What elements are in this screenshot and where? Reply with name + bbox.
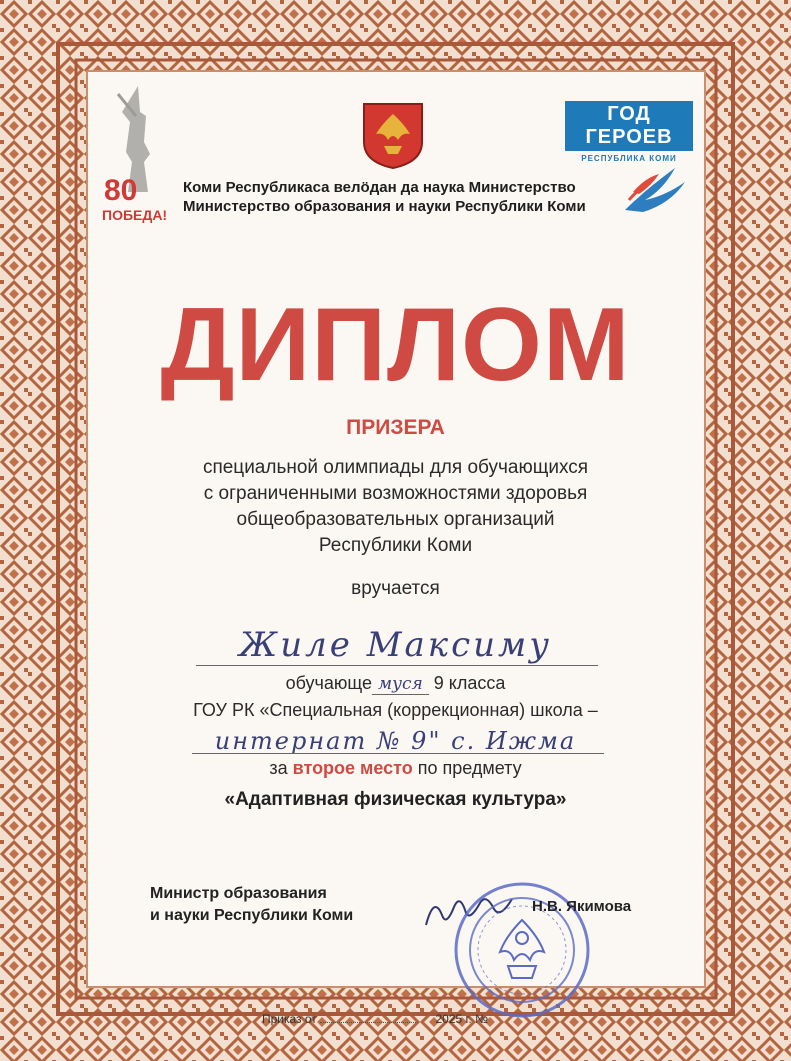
diploma-title: ДИПЛОМ (160, 287, 631, 403)
ministry-header (183, 178, 586, 216)
student-prefix: обучающе (285, 673, 373, 693)
order-line (262, 1012, 488, 1026)
olympiad-line-3: общеобразовательных организаций (236, 509, 555, 530)
recipient-name: Жиле Максиму (239, 625, 552, 665)
victory-80-logo (100, 82, 172, 227)
place-suffix: по предмету (417, 758, 522, 778)
year-of-heroes-subtitle: РЕСПУБЛИКА КОМИ (581, 154, 677, 163)
order-year: 2025 г. № (435, 1012, 488, 1026)
diploma-subtitle: ПРИЗЕРА (346, 416, 445, 439)
place-value: второе место (292, 758, 413, 778)
order-date-blank (320, 1012, 418, 1023)
year-of-heroes-logo (565, 101, 693, 163)
olympiad-line-2: с ограниченными возможностями здоровья (203, 483, 588, 504)
ministry-line-russian: Министерство образования и науки Республики Коми (183, 198, 586, 215)
school-line: ГОУ РК «Специальная (коррекционная) школа – (193, 700, 598, 720)
ministry-line-komi: Коми Республикаса велӧдан да наука Министерство (183, 179, 576, 196)
place-prefix: за (269, 758, 288, 778)
olympiad-description (0, 455, 791, 559)
awarded-label: вручается (351, 578, 440, 599)
minister-line-2: и науки Республики Коми (150, 907, 354, 924)
olympiad-line-4: Республики Коми (318, 535, 473, 556)
minister-line-1: Министр образования (150, 885, 327, 902)
place-line (0, 758, 791, 779)
olympiad-line-1: специальной олимпиады для обучающихся (202, 457, 589, 478)
school-underline (192, 753, 604, 754)
year-of-heroes-title: ГОД ГЕРОЕВ (565, 101, 693, 151)
minister-name: Н.В. Якимова (532, 898, 632, 915)
student-ending: муся (372, 674, 429, 695)
bird-emblem (615, 160, 690, 222)
school-name-handwritten: интернат № 9" с. Ижма (214, 727, 577, 755)
student-line (0, 673, 791, 694)
name-underline (196, 665, 598, 666)
subject-name: «Адаптивная физическая культура» (224, 789, 567, 810)
minister-title (150, 883, 353, 927)
order-label: Приказ от (262, 1012, 317, 1026)
logo-80-text: 80 (104, 174, 138, 207)
logo-pobeda-text: ПОБЕДА! (102, 207, 168, 223)
komi-coat-of-arms (362, 102, 424, 170)
grade: 9 класса (433, 673, 506, 693)
